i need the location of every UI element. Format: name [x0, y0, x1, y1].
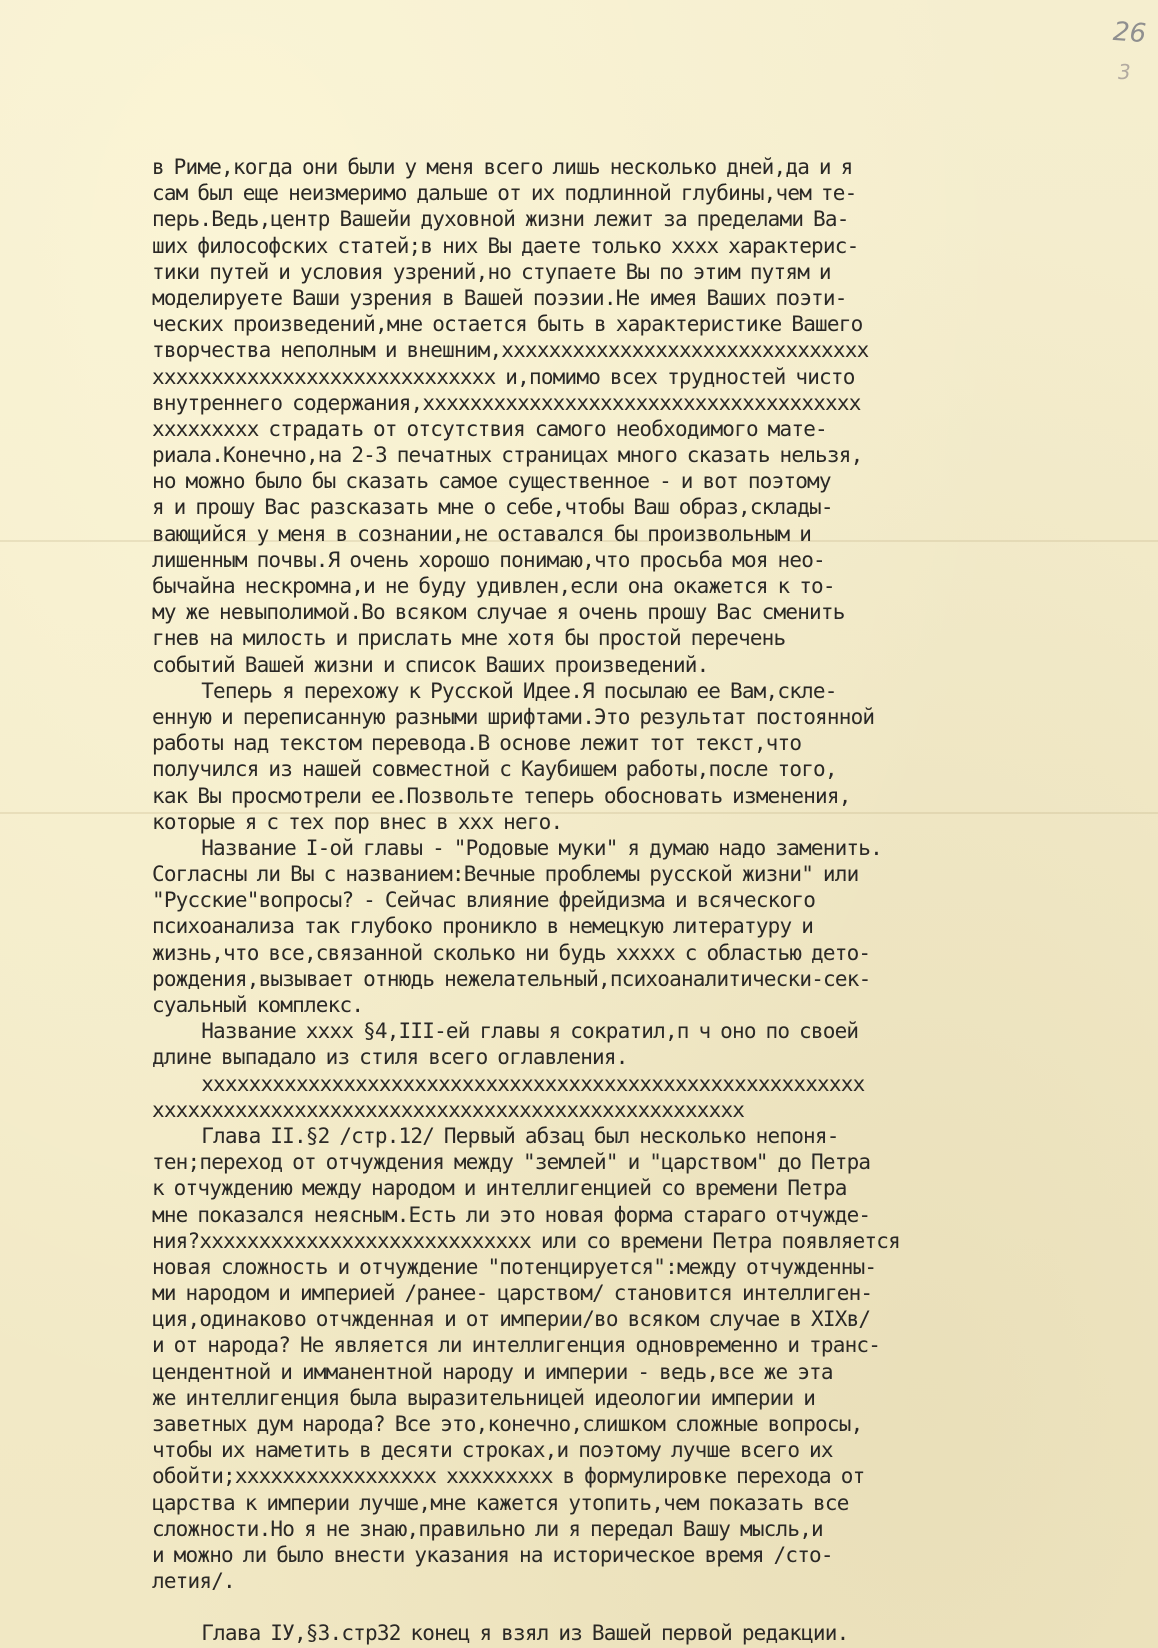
typed-line: xxxxxxxxxxxxxxxxxxxxxxxxxxxxxxxxxxxxxxxxxxxxxxxxxxxxxxxx: [152, 1071, 865, 1096]
typed-line: рождения,вызывает отнюдь нежелательный,психоаналитически-сек-: [152, 966, 871, 991]
typed-line: тен;переход от отчуждения между "землей" и "царством" до Петра: [152, 1150, 871, 1175]
typed-line: творчества неполным и внешним,xxxxxxxxxxxxxxxxxxxxxxxxxxxxxxx: [152, 338, 869, 363]
typed-line: Название xxxx §4,III-ей главы я сократил,п ч оно по своей: [152, 1019, 859, 1044]
typed-line: ния?xxxxxxxxxxxxxxxxxxxxxxxxxxxx или со времени Петра появляется: [152, 1228, 900, 1253]
typed-line: как Вы просмотрели ее.Позвольте теперь обосновать изменения,: [152, 783, 851, 808]
typed-line: длине выпадало из стиля всего оглавления.: [152, 1045, 628, 1070]
typed-line: Глава II.§2 /стр.12/ Первый абзац был несколько непоня-: [152, 1123, 839, 1148]
typed-line: ция,одинаково отчжденная и от империи/во всяком случае в XIXв/: [152, 1307, 871, 1332]
typed-line: и можно ли было внести указания на историческое время /сто-: [152, 1542, 833, 1567]
typed-line: обойти;xxxxxxxxxxxxxxxxx xxxxxxxxx в формулировке перехода от: [152, 1464, 865, 1489]
typed-line: я и прошу Вас разсказать мне о себе,чтобы Ваш образ,склады-: [152, 495, 833, 520]
typed-line: бычайна нескромна,и не буду удивлен,если она окажется к то-: [152, 574, 835, 598]
typed-line: но можно было бы сказать самое существенное - и вот поэтому: [152, 469, 831, 494]
typed-line: в Риме,когда они были у меня всего лишь несколько дней,да и я: [152, 155, 853, 179]
typed-line: енную и переписанную разными шрифтами.Это результат постоянной: [152, 704, 875, 729]
typed-line: и от народа? Не является ли интеллигенция одновременно и транс-: [152, 1333, 881, 1358]
typed-line: чтобы их наметить в десяти строках,и поэтому лучше всего их: [152, 1438, 833, 1463]
paragraph-gap: [152, 1594, 1082, 1620]
typed-line: цендентной и имманентной народу и империи - ведь,все же эта: [152, 1359, 833, 1384]
typed-line: царства к империи лучше,мне кажется утопить,чем показать все: [152, 1490, 849, 1515]
typed-line: внутреннего содержания,xxxxxxxxxxxxxxxxxxxxxxxxxxxxxxxxxxxxx: [152, 390, 861, 415]
typed-line: новая сложность и отчуждение "потенцируется":между отчужденны-: [152, 1254, 877, 1279]
typed-line: сам был еще неизмеримо дальше от их подлинной глубины,чем те-: [152, 181, 857, 206]
typed-line: психоанализа так глубоко проникло в немецкую литературу и: [152, 914, 814, 939]
typed-line: работы над текстом перевода.В основе лежит тот текст,что: [152, 731, 802, 756]
typed-line: лишенным почвы.Я очень хорошо понимаю,что просьба моя нео-: [152, 547, 825, 572]
typed-line: тики путей и условия узрений,но ступаете Вы по этим путям и: [152, 259, 831, 284]
typed-line: xxxxxxxxx страдать от отсутствия самого необходимого мате-: [152, 416, 827, 441]
folio-secondary-mark: 3: [1118, 60, 1131, 84]
typed-line: xxxxxxxxxxxxxxxxxxxxxxxxxxxxxxxxxxxxxxxxxxxxxxxxxx: [152, 1097, 745, 1122]
typed-line: риала.Конечно,на 2-3 печатных страницах много сказать нельзя,: [152, 443, 863, 468]
typed-line: которые я с тех пор внес в xxx него.: [152, 809, 563, 834]
typed-line: ших философских статей;в них Вы даете только xxxx характерис-: [152, 233, 859, 258]
typed-line: вающийся у меня в сознании,не оставался бы произвольным и: [152, 521, 812, 546]
folio-number: 26: [1111, 16, 1148, 50]
typed-line: событий Вашей жизни и список Ваших произведений.: [152, 652, 709, 677]
typed-line: моделируете Ваши узрения в Вашей поэзии.Не имея Ваших поэти-: [152, 285, 847, 310]
typed-line: к отчуждению между народом и интеллигенцией со времени Петра: [152, 1176, 847, 1201]
typed-line: "Русские"вопросы? - Сейчас влияние фрейдизма и всяческого: [152, 888, 816, 913]
typed-line: заветных дум народа? Все это,конечно,слишком сложные вопросы,: [152, 1412, 863, 1436]
typed-line: ми народом и империей /ранее- царством/ становится интеллиген-: [152, 1281, 873, 1306]
typed-line: ческих произведений,мне остается быть в характеристике Вашего: [152, 312, 863, 337]
typed-line: Название I-ой главы - "Родовые муки" я думаю надо заменить.: [152, 835, 882, 860]
typed-line: перь.Ведь,центр Вашейи духовной жизни лежит за пределами Ва-: [152, 207, 849, 232]
typed-line: гнев на милость и прислать мне хотя бы простой перечень: [152, 626, 786, 651]
typed-line: летия/.: [152, 1569, 235, 1594]
typed-line: получился из нашей совместной с Каубишем работы,после того,: [152, 757, 837, 782]
typed-line: сложности.Но я не знаю,правильно ли я передал Вашу мысль,и: [152, 1516, 823, 1541]
typewritten-letter-body: [152, 154, 1082, 1647]
typed-line: мне показался неясным.Есть ли это новая форма стараго отчужде-: [152, 1202, 871, 1227]
typed-line: Теперь я перехожу к Русской Идее.Я посылаю ее Вам,скле-: [152, 678, 837, 703]
typed-line: му же невыполимой.Во всяком случае я очень прошу Вас сменить: [152, 600, 845, 625]
closing-line: Глава IУ,§3.стр32 конец я взял из Вашей первой редакции.: [152, 1621, 849, 1646]
typed-line: xxxxxxxxxxxxxxxxxxxxxxxxxxxxx и,помимо всех трудностей чисто: [152, 364, 855, 389]
typed-line: же интеллигенция была выразительницей идеологии империи и: [152, 1385, 816, 1410]
typed-line: Согласны ли Вы с названием:Вечные проблемы русской жизни" или: [152, 862, 859, 887]
typed-line: суальный комплекс.: [152, 993, 364, 1017]
typed-line: жизнь,что все,связанной сколько ни будь xxxxx с областью дето-: [152, 940, 871, 965]
